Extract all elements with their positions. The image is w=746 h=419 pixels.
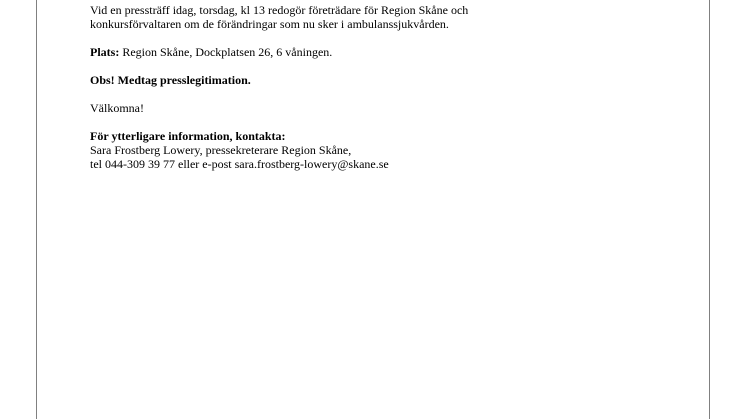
welcome-text: Välkomna! [90,101,144,115]
location-label: Plats: [90,45,120,59]
welcome-paragraph [90,101,650,115]
location-paragraph [90,45,650,59]
contact-line-2: tel 044-309 39 77 eller e-post sara.frostberg-lowery@skane.se [90,157,389,171]
intro-line-1: Vid en pressträff idag, torsdag, kl 13 redogör företrädare för Region Skåne och [90,3,469,17]
intro-line-2: konkursförvaltaren om de förändringar som nu sker i ambulanssjukvården. [90,17,449,31]
press-id-notice: Obs! Medtag presslegitimation. [90,73,251,87]
contact-line-1: Sara Frostberg Lowery, pressekreterare Region Skåne, [90,143,352,157]
document-page [36,0,710,419]
contact-paragraph [90,129,650,171]
location-value: Region Skåne, Dockplatsen 26, 6 våningen. [119,45,333,59]
notice-paragraph [90,73,650,87]
contact-heading: För ytterligare information, kontakta: [90,129,286,143]
intro-paragraph [90,3,650,31]
document-body [90,3,650,185]
